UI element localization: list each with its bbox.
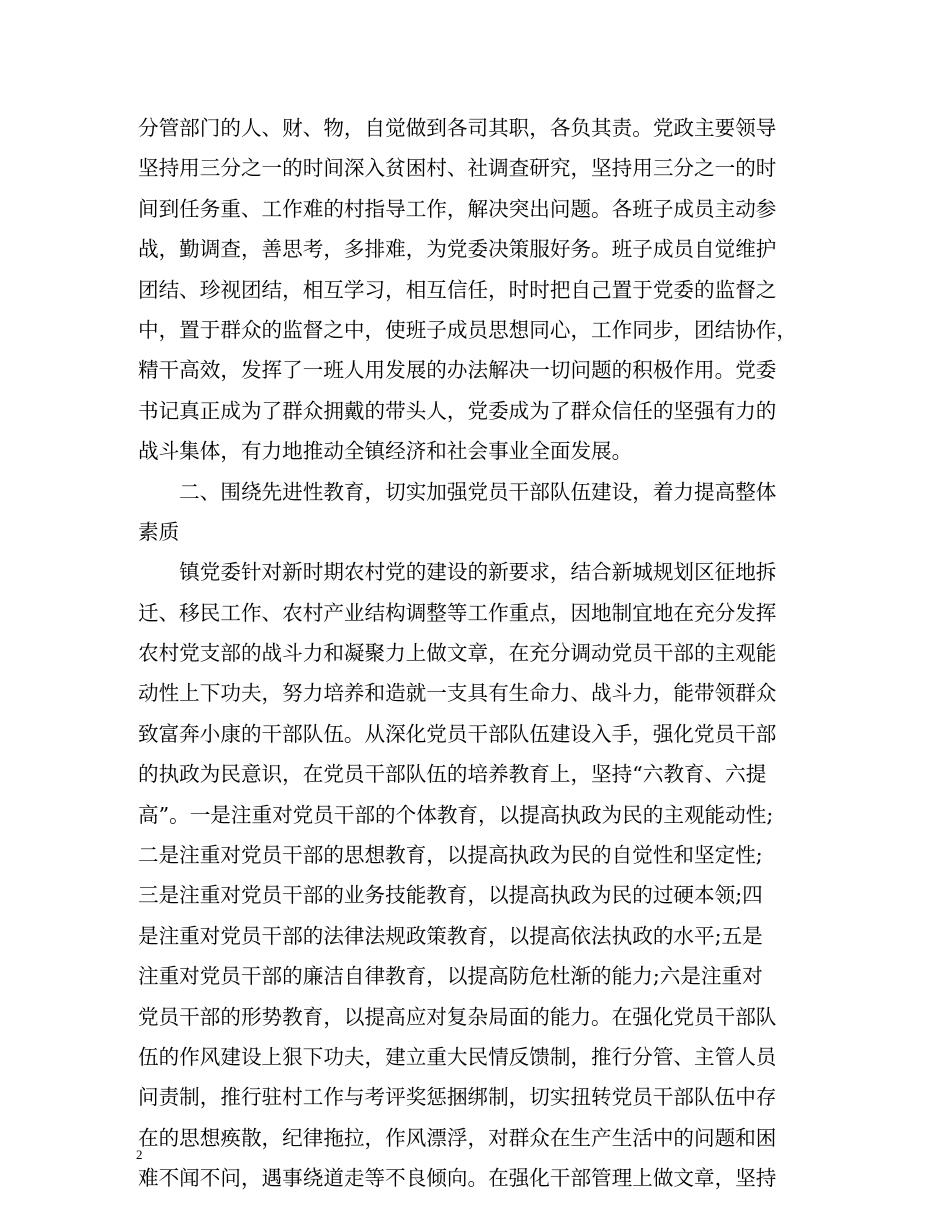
text-line: 坚持用三分之一的时间深入贫困村、社调查研究，坚持用三分之一的时 [138,156,777,181]
text-line: 书记真正成为了群众拥戴的带头人，党委成为了群众信任的坚强有力的 [138,398,777,423]
text-line: 问责制，推行驻村工作与考评奖惩捆绑制，切实扭转党员干部队伍中存 [138,1085,777,1110]
text-line: 动性上下功夫，努力培养和造就一支具有生命力、战斗力，能带领群众 [138,681,777,706]
text-line: 的执政为民意识，在党员干部队伍的培养教育上，坚持“六教育、六提 [138,762,767,787]
text-line: 党员干部的形势教育，以提高应对复杂局面的能力。在强化党员干部队 [138,1004,777,1029]
text-line: 是注重对党员干部的法律法规政策教育，以提高依法执政的水平;五是 [138,923,763,948]
text-line: 分管部门的人、财、物，自觉做到各司其职，各负其责。党政主要领导 [138,116,777,140]
text-line: 伍的作风建设上狠下功夫，建立重大民情反馈制，推行分管、主管人员 [138,1044,777,1069]
text-line: 镇党委针对新时期农村党的建设的新要求，结合新城规划区征地拆 [138,560,777,585]
text-line: 精干高效，发挥了一班人用发展的办法解决一切问题的积极作用。党委 [138,358,777,383]
text-line: 致富奔小康的干部队伍。从深化党员干部队伍建设入手，强化党员干部 [138,721,777,746]
text-line: 迁、移民工作、农村产业结构调整等工作重点，因地制宜地在充分发挥 [138,600,777,625]
text-line: 注重对党员干部的廉洁自律教育，以提高防危杜渐的能力;六是注重对 [138,964,763,989]
text-line: 战，勤调查，善思考，多排难，为党委决策服好务。班子成员自觉维护 [138,237,777,262]
section-heading-line: 二、围绕先进性教育，切实加强党员干部队伍建设，着力提高整体 [138,479,777,504]
text-line: 在的思想痪散，纪律拖拉，作风漂浮，对群众在生产生活中的问题和困 [138,1125,777,1150]
text-line: 间到任务重、工作难的村指导工作，解决突出问题。各班子成员主动参 [138,196,777,221]
text-line: 三是注重对党员干部的业务技能教育，以提高执政为民的过硬本领;四 [138,883,763,908]
page-number: 2 [136,1147,143,1162]
text-line: 中，置于群众的监督之中，使班子成员思想同心，工作同步，团结协作， [138,317,797,342]
text-line: 农村党支部的战斗力和凝聚力上做文章，在充分调动党员干部的主观能 [138,641,777,666]
text-line: 团结、珍视团结，相互学习，相互信任，时时把自己置于党委的监督之 [138,277,777,302]
section-heading-line: 素质 [138,519,180,544]
text-line: 战斗集体，有力地推动全镇经济和社会事业全面发展。 [138,439,633,464]
text-line: 难不闻不问，遇事绕道走等不良倾向。在强化干部管理上做文章，坚持 [138,1166,777,1191]
text-line: 二是注重对党员干部的思想教育，以提高执政为民的自觉性和坚定性; [138,843,763,868]
text-line: 高”。一是注重对党员干部的个体教育，以提高执政为民的主观能动性; [138,802,774,827]
document-body [138,108,828,1199]
